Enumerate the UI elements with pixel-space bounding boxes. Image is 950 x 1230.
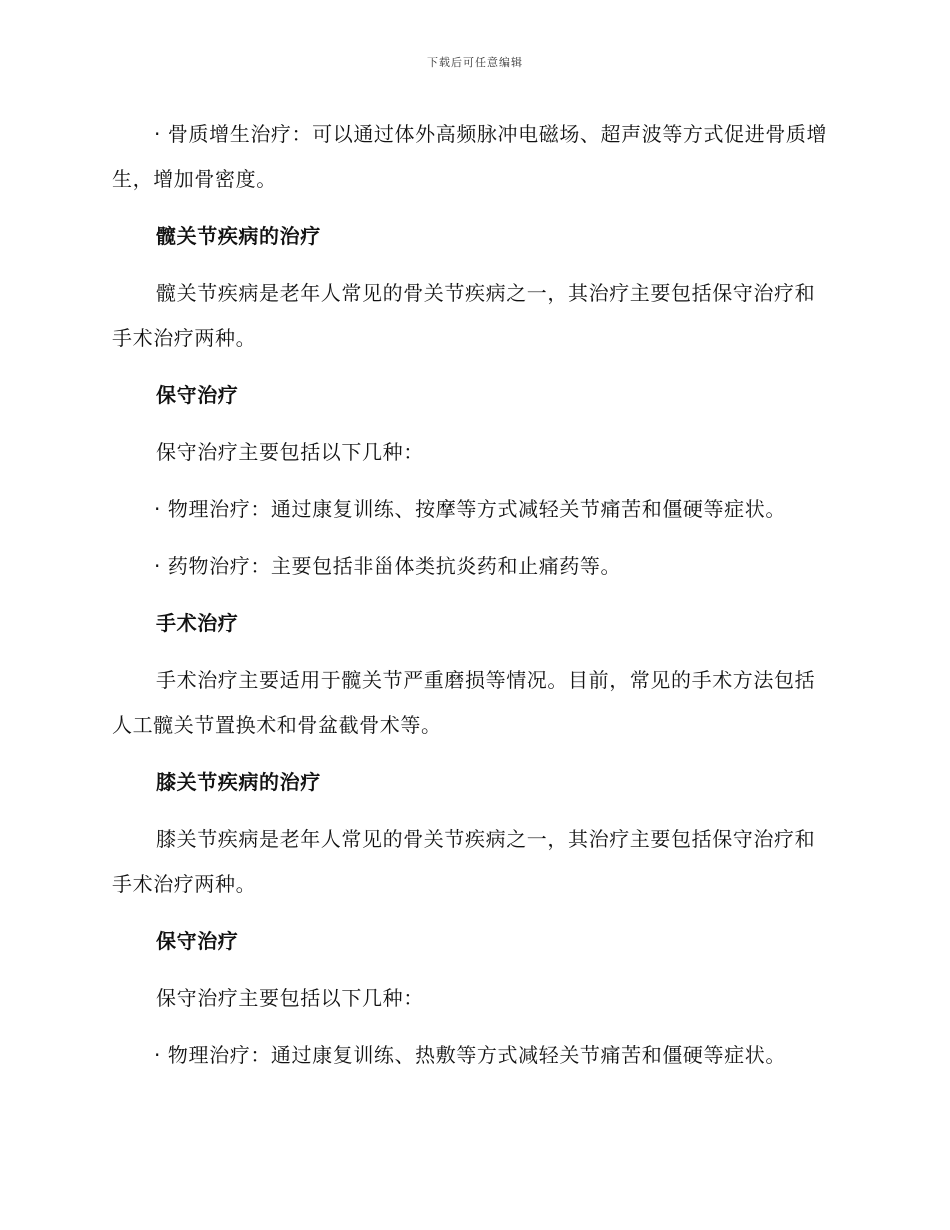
heading-knee-disease-treatment: 膝关节疾病的治疗 (156, 770, 321, 794)
paragraph-hip-disease-intro: 髋关节疾病是老年人常见的骨关节疾病之一，其治疗主要包括保守治疗和手术治疗两种。 (112, 281, 816, 350)
heading-hip-disease-treatment: 髋关节疾病的治疗 (156, 224, 321, 248)
bullet-knee-physical-therapy: · 物理治疗：通过康复训练、热敷等方式减轻关节痛苦和僵硬等症状。 (154, 1043, 786, 1067)
paragraph-hip-conservative-intro: 保守治疗主要包括以下几种： (156, 440, 424, 464)
bullet-hip-physical-therapy: · 物理治疗：通过康复训练、按摩等方式减轻关节痛苦和僵硬等症状。 (154, 497, 786, 521)
bullet-bone-hyperplasia-treatment: · 骨质增生治疗：可以通过体外高频脉冲电磁场、超声波等方式促进骨质增生，增加骨密度。 (112, 122, 828, 191)
document-body (112, 112, 834, 1090)
paragraph-hip-surgical-treatment: 手术治疗主要适用于髋关节严重磨损等情况。目前，常见的手术方法包括人工髋关节置换术和骨盆截骨术等。 (112, 668, 816, 737)
heading-hip-surgical-treatment: 手术治疗 (156, 611, 239, 635)
paragraph-knee-disease-intro: 膝关节疾病是老年人常见的骨关节疾病之一，其治疗主要包括保守治疗和手术治疗两种。 (112, 827, 816, 896)
bullet-hip-drug-therapy: · 药物治疗：主要包括非甾体类抗炎药和止痛药等。 (154, 554, 622, 578)
header-note: 下载后可任意编辑 (427, 56, 523, 69)
heading-knee-conservative-treatment: 保守治疗 (156, 929, 239, 953)
paragraph-knee-conservative-intro: 保守治疗主要包括以下几种： (156, 986, 424, 1010)
heading-hip-conservative-treatment: 保守治疗 (156, 383, 239, 407)
